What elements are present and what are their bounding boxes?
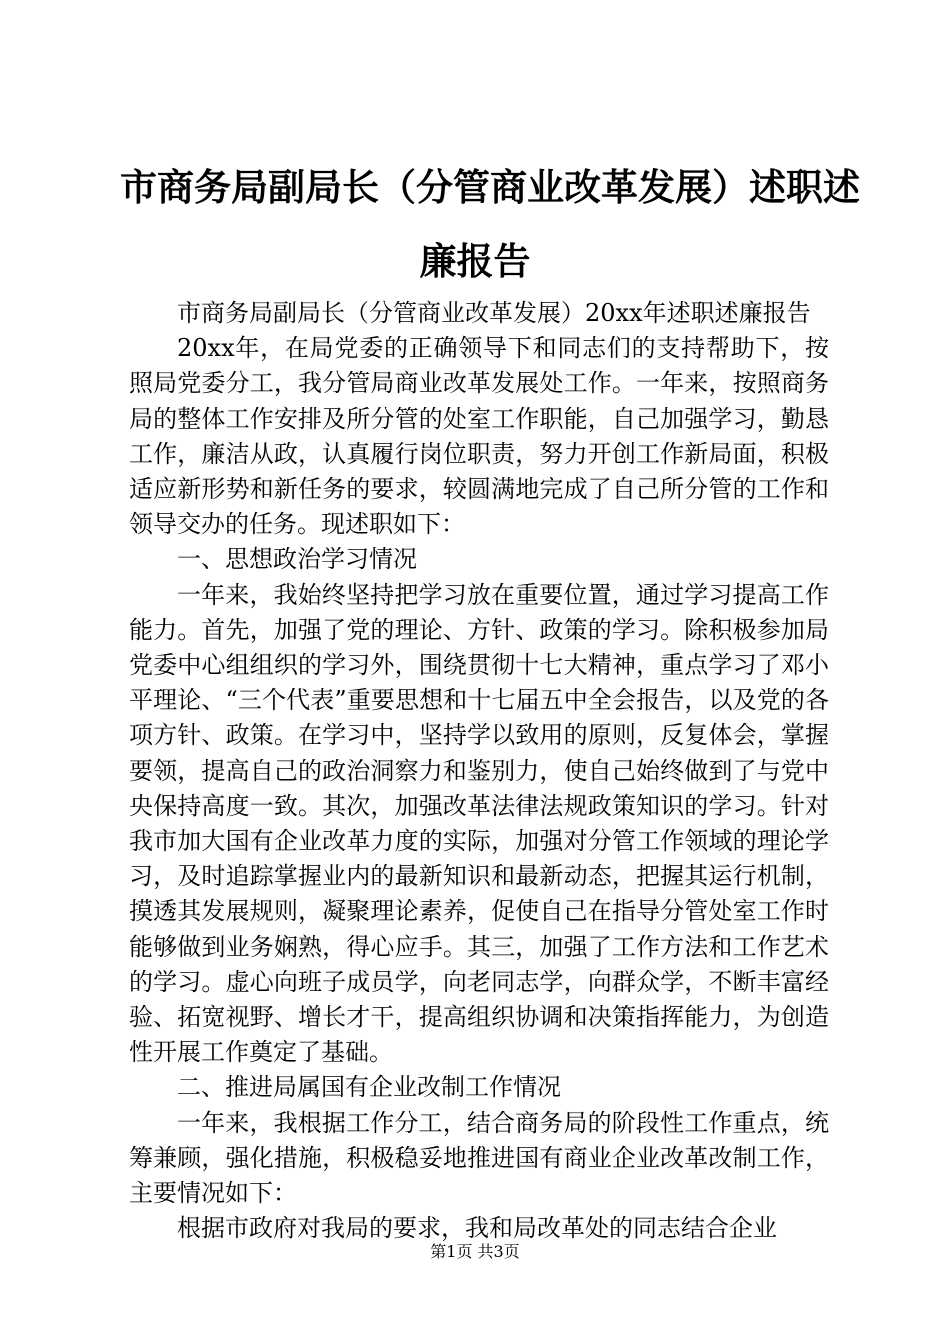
page-indicator: 第1页 共3页	[430, 1242, 520, 1261]
subtitle-paragraph: 市商务局副局长（分管商业改革发展）20xx年述职述廉报告	[177, 299, 811, 327]
section-1-paragraph: 一年来，我始终坚持把学习放在重要位置，通过学习提高工作能力。首先，加强了党的理论、方针、政策的学习。除积极参加局党委中心组组织的学习外，围绕贯彻十七大精神，重点学习了邓小平理论、“三个代表”重要思想和十七届五中全会报告，以及党的各项方针、政策。在学习中，坚持学以致用的原则，反复体会，掌握要领，提高自己的政治洞察力和鉴别力，使自己始终做到了与党中央保持高度一致。其次，加强改革法律法规政策知识的学习。针对我市加大国有企业改革力度的实际，加强对分管工作领域的理论学习，及时追踪掌握业内的最新知识和最新动态，把握其运行机制，摸透其发展规则，凝聚理论素养，促使自己在指导分管处室工作时能够做到业务娴熟，得心应手。其三，加强了工作方法和工作艺术的学习。虚心向班子成员学，向老同志学，向群众学，不断丰富经验、拓宽视野、增长才干，提高组织协调和决策指挥能力，为创造性开展工作奠定了基础。	[129, 580, 829, 1067]
section-2-paragraph-continued: 根据市政府对我局的要求，我和局改革处的同志结合企业	[177, 1214, 777, 1243]
title-line-2: 廉报告	[419, 239, 531, 283]
section-heading-2: 二、推进局属国有企业改制工作情况	[177, 1073, 561, 1102]
section-heading-1: 一、思想政治学习情况	[177, 545, 417, 574]
title-line-1: 市商务局副局长（分管商业改革发展）述职述	[120, 165, 860, 209]
intro-paragraph: 20xx年，在局党委的正确领导下和同志们的支持帮助下，按照局党委分工，我分管局商业改革发展处工作。一年来，按照商务局的整体工作安排及所分管的处室工作职能，自己加强学习，勤恳工作，廉洁从政，认真履行岗位职责，努力开创工作新局面，积极适应新形势和新任务的要求，较圆满地完成了自己所分管的工作和领导交办的任务。现述职如下：	[129, 334, 829, 539]
document-body	[129, 296, 829, 1246]
document-title	[120, 150, 860, 298]
section-2-paragraph: 一年来，我根据工作分工，结合商务局的阶段性工作重点，统筹兼顾，强化措施，积极稳妥地推进国有商业企业改革改制工作，主要情况如下：	[129, 1108, 829, 1208]
page-footer	[0, 1242, 950, 1262]
